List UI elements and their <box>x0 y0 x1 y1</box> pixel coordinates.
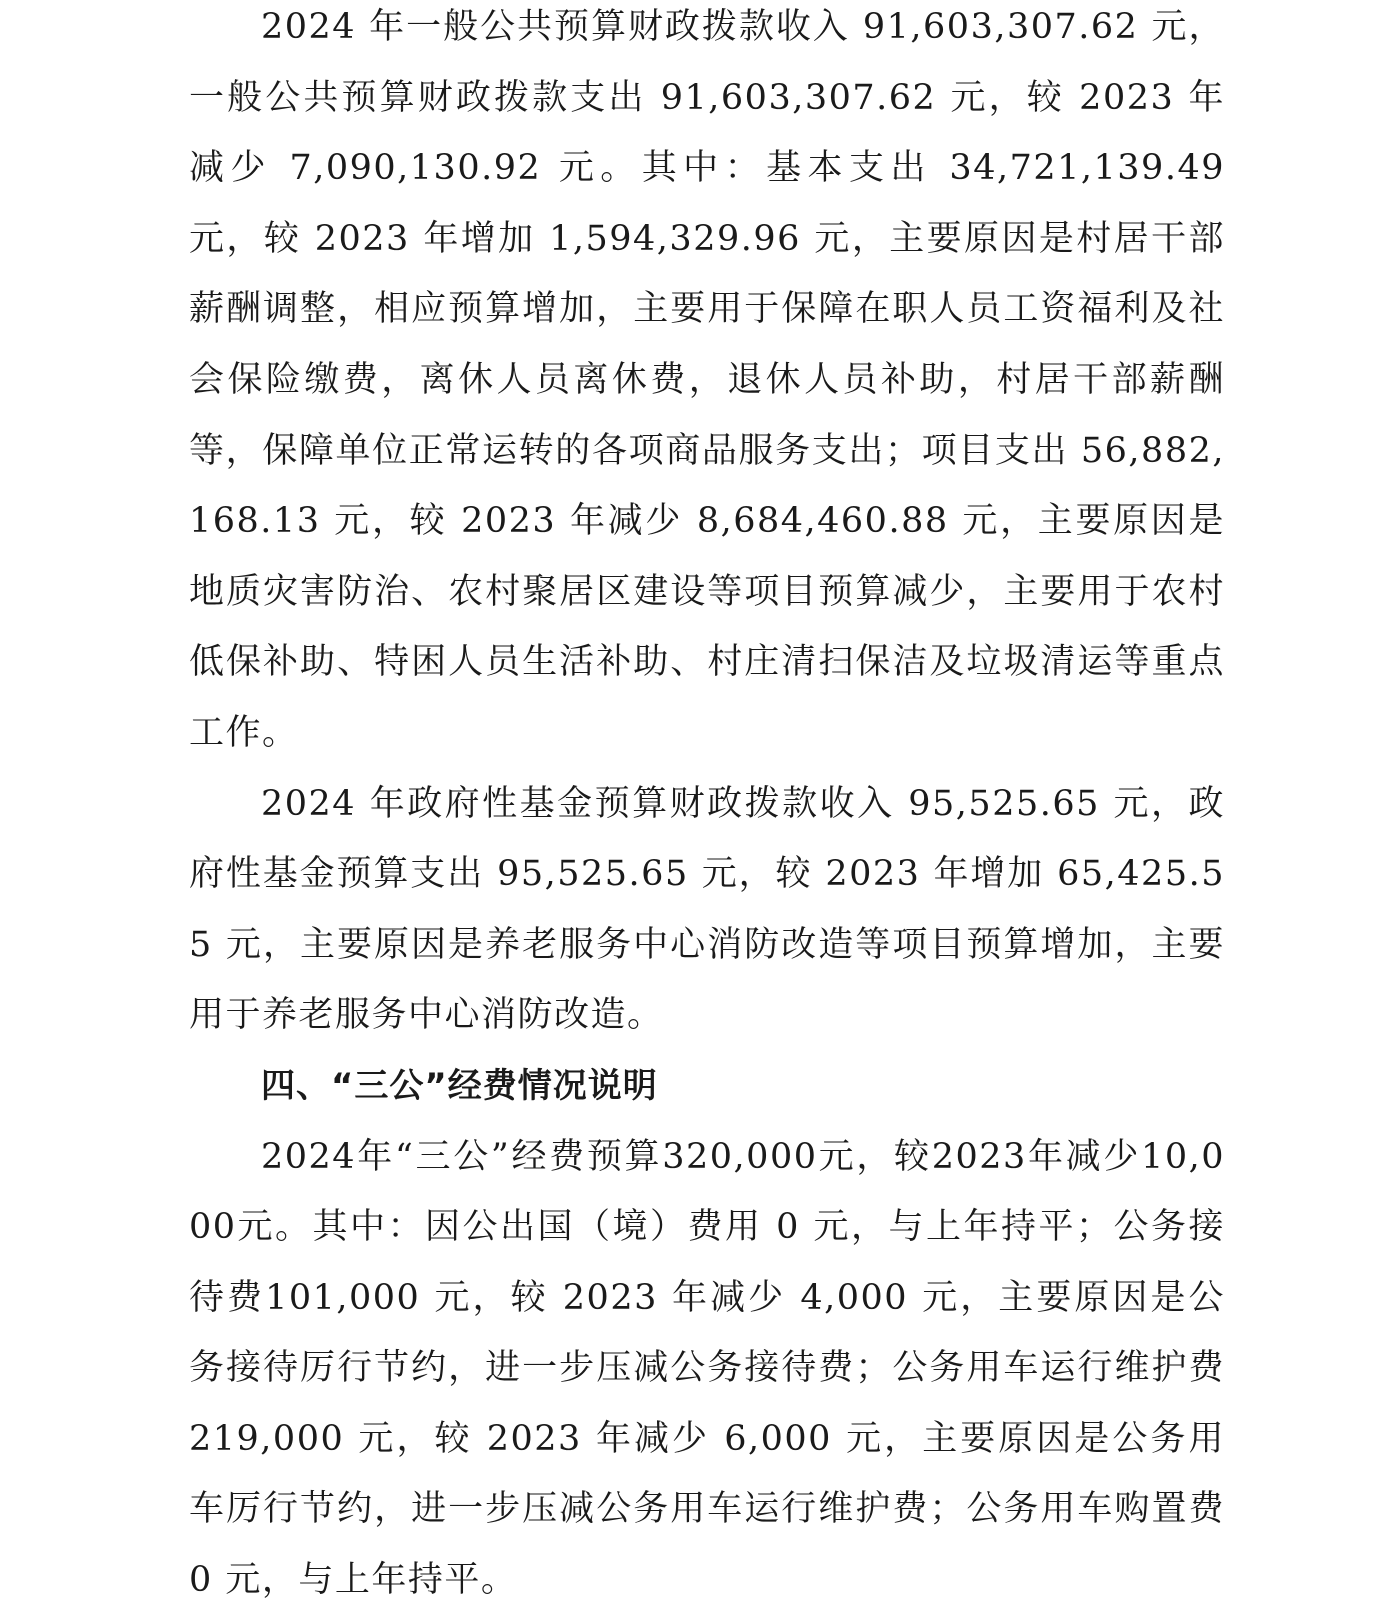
document-body <box>189 0 1225 1616</box>
paragraph-general-budget: 2024 年一般公共预算财政拨款收入 91,603,307.62 元，一般公共预算财政拨款支出 91,603,307.62 元，较 2023 年减少 7,090,130.92 元。其中：基本支出 34,721,139.49 元，较 2023 年增加 1,594,329.96 元，主要原因是村居干部薪酬调整，相应预算增加，主要用于保障在职人员工资福利及社会保险缴费，离休人员离休费，退休人员补助，村居干部薪酬等，保障单位正常运转的各项商品服务支出；项目支出 56,882,168.13 元，较 2023 年减少 8,684,460.88 元，主要原因是地质灾害防治、农村聚居区建设等项目预算减少，主要用于农村低保补助、特困人员生活补助、村庄清扫保洁及垃圾清运等重点工作。 <box>189 7 1225 753</box>
paragraph-government-fund: 2024 年政府性基金预算财政拨款收入 95,525.65 元，政府性基金预算支出 95,525.65 元，较 2023 年增加 65,425.55 元，主要原因是养老服务中心消防改造等项目预算增加，主要用于养老服务中心消防改造。 <box>189 783 1225 1036</box>
paragraph-three-public-expenses: 2024年“三公”经费预算320,000元，较2023年减少10,000元。其中：因公出国（境）费用 0 元，与上年持平；公务接待费101,000 元，较 2023 年减少 4,000 元，主要原因是公务接待厉行节约，进一步压减公务接待费；公务用车运行维护费 219,000 元，较 2023 年减少 6,000 元，主要原因是公务用车厉行节约，进一步压减公务用车运行维护费；公务用车购置费 0 元，与上年持平。 <box>189 1136 1225 1601</box>
section-heading: 四、“三公”经费情况说明 <box>261 1065 658 1106</box>
